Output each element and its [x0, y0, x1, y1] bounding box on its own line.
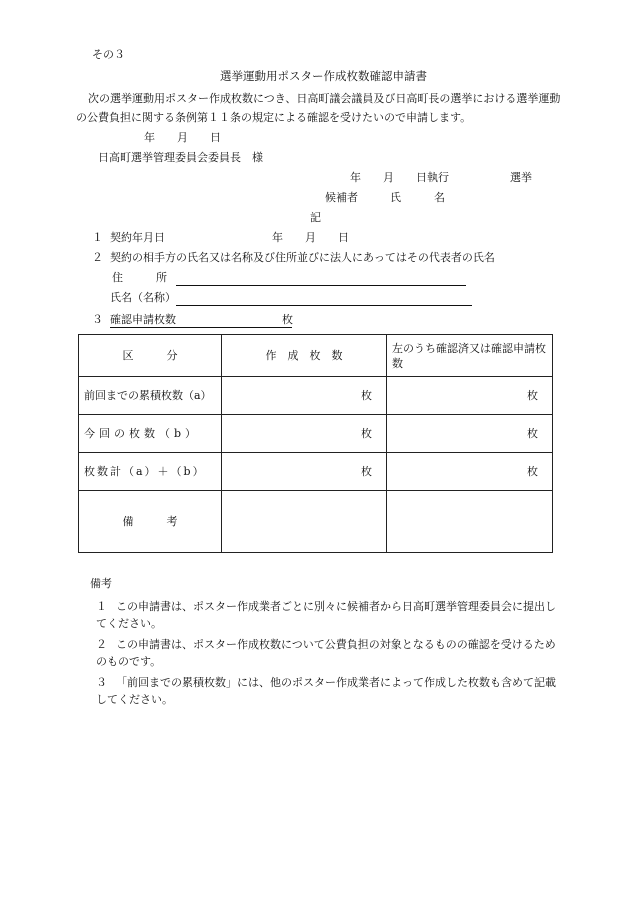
created-count-cell[interactable]: 枚 — [222, 453, 387, 491]
requested-count-field[interactable] — [110, 327, 292, 328]
item-3-unit: 枚 — [282, 313, 293, 326]
confirmed-count-cell[interactable]: 枚 — [387, 453, 553, 491]
remarks-label: 備 考 — [79, 491, 222, 553]
name-label: 氏名（名称） — [110, 291, 176, 304]
item-3-number: ３ — [92, 313, 103, 326]
note-item — [96, 636, 556, 670]
item-2-number: ２ — [92, 251, 103, 264]
confirmed-count-cell[interactable]: 枚 — [387, 415, 553, 453]
election-type: 選挙 — [510, 171, 532, 184]
address-field[interactable] — [176, 285, 466, 286]
header-created-count: 作 成 枚 数 — [222, 335, 387, 377]
item-3-label: 確認申請枚数 — [110, 313, 176, 326]
remarks-cell[interactable] — [387, 491, 553, 553]
table-header-row — [79, 335, 553, 377]
intro-line-2: の公費負担に関する条例第１１条の規定による確認を受けたいので申請します。 — [76, 111, 472, 124]
election-date: 年 月 日執行 — [350, 171, 449, 184]
form-number: その３ — [92, 48, 125, 61]
row-label: 前回までの累積枚数（a） — [79, 377, 222, 415]
note-number: ２ — [96, 638, 107, 651]
note-text: この申請書は、ポスター作成枚数について公費負担の対象となるものの確認を受けるためのものです。 — [96, 638, 556, 668]
application-date: 年 月 日 — [144, 131, 221, 144]
addressee: 日高町選挙管理委員会委員長 様 — [98, 151, 263, 164]
note-item — [96, 674, 556, 708]
item-2-label: 契約の相手方の氏名又は名称及び住所並びに法人にあってはその代表者の氏名 — [110, 251, 495, 264]
note-number: ３ — [96, 676, 107, 689]
contract-date: 年 月 日 — [272, 231, 349, 244]
note-item — [96, 598, 556, 632]
intro-line-1: 次の選挙運動用ポスター作成枚数につき、日高町議会議員及び日高町長の選挙における選挙運動 — [88, 92, 561, 105]
row-label: 枚数計（a）＋（b） — [79, 453, 222, 491]
header-confirmed-count: 左のうち確認済又は確認申請枚数 — [387, 335, 553, 377]
name-field[interactable] — [176, 305, 472, 306]
header-category: 区 分 — [79, 335, 222, 377]
table-row — [79, 415, 553, 453]
count-table — [78, 334, 553, 553]
remarks-row — [79, 491, 553, 553]
note-text: この申請書は、ポスター作成業者ごとに別々に候補者から日高町選挙管理委員会に提出してください。 — [96, 600, 556, 630]
note-text: 「前回までの累積枚数」には、他のポスター作成業者によって作成した枚数も含めて記載してください。 — [96, 676, 556, 706]
table-row — [79, 453, 553, 491]
created-count-cell[interactable]: 枚 — [222, 377, 387, 415]
remarks-cell[interactable] — [222, 491, 387, 553]
table-row — [79, 377, 553, 415]
candidate-name-label: 氏 名 — [390, 191, 445, 204]
ki-label: 記 — [310, 211, 321, 224]
created-count-cell[interactable]: 枚 — [222, 415, 387, 453]
note-number: １ — [96, 600, 107, 613]
candidate-label: 候補者 — [325, 191, 358, 204]
item-1-label: 契約年月日 — [110, 231, 165, 244]
confirmed-count-cell[interactable]: 枚 — [387, 377, 553, 415]
notes-heading: 備考 — [90, 577, 112, 590]
address-label: 住 所 — [112, 271, 167, 284]
row-label: 今回の枚数（b） — [79, 415, 222, 453]
document-title: 選挙運動用ポスター作成枚数確認申請書 — [220, 69, 427, 83]
item-1-number: １ — [92, 231, 103, 244]
